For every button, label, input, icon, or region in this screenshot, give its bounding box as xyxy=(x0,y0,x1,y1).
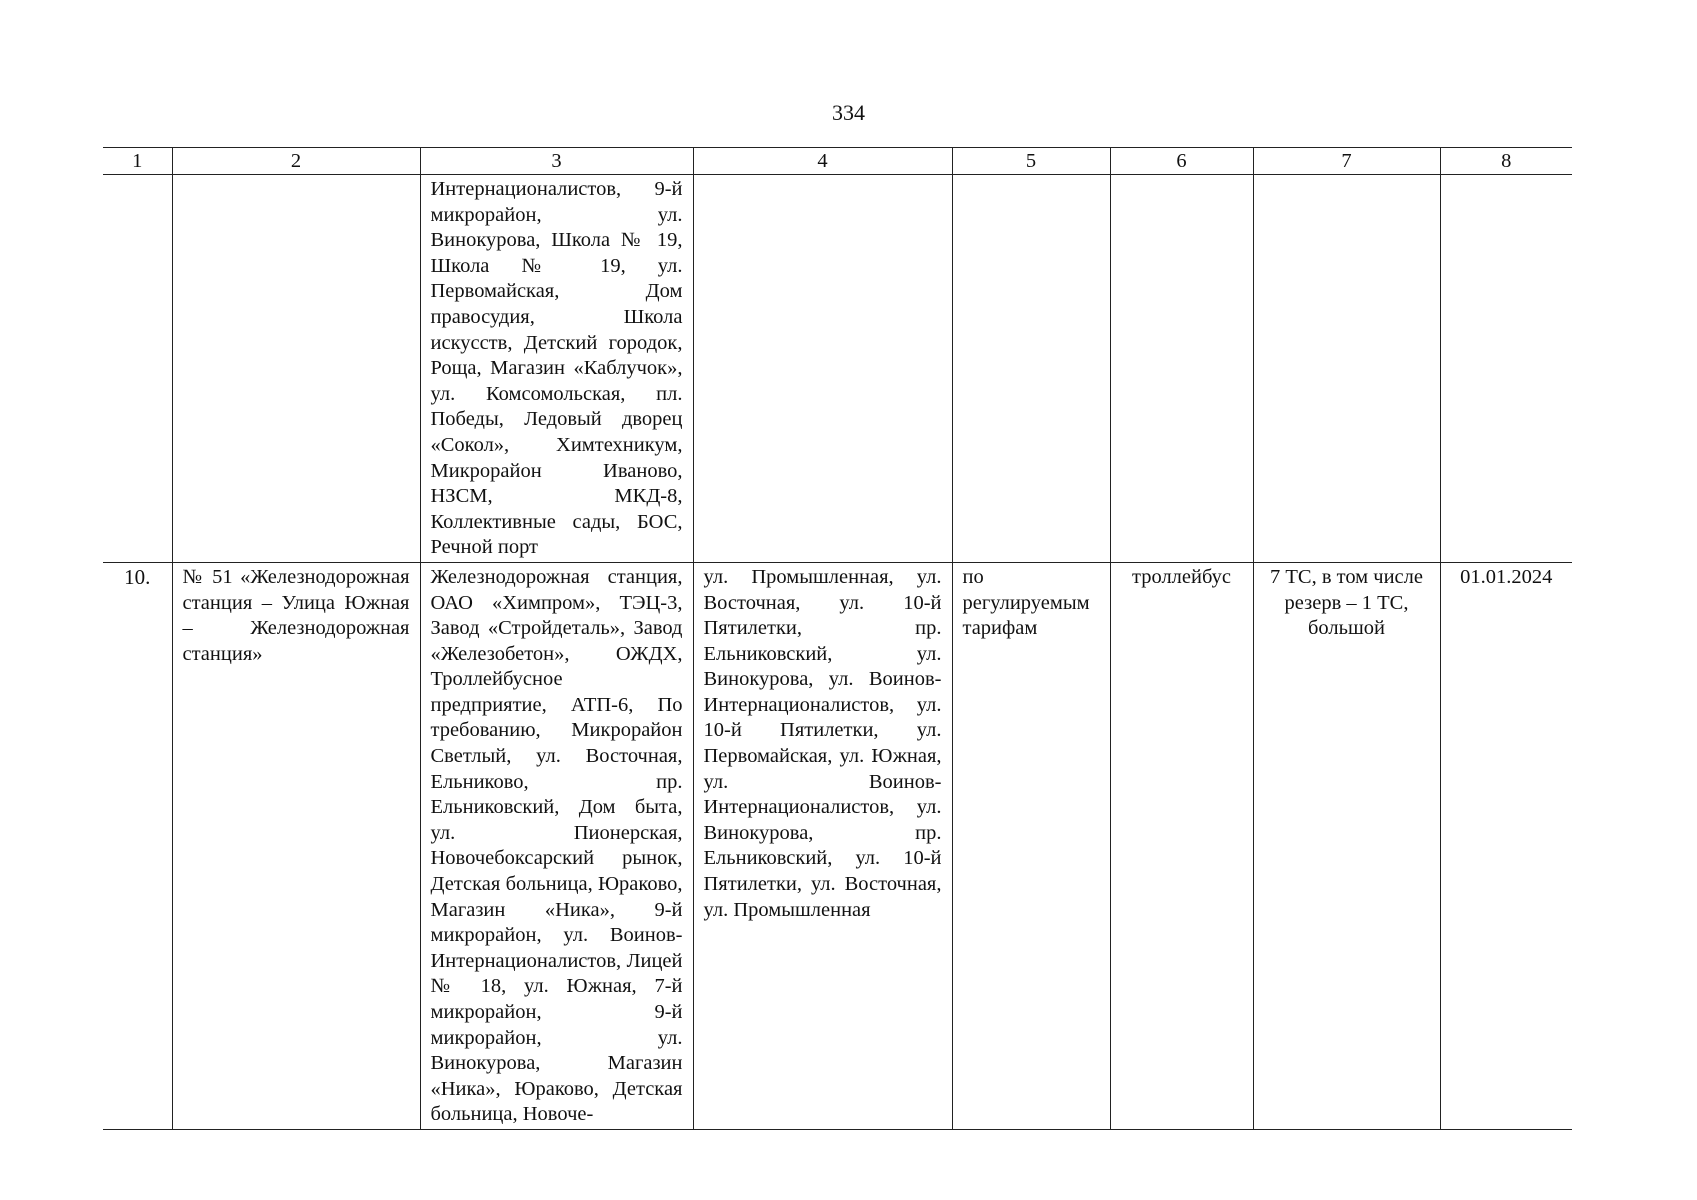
fare-cell xyxy=(952,175,1110,563)
table-row xyxy=(103,562,1572,1129)
route-name-cell xyxy=(172,175,420,563)
column-header-8: 8 xyxy=(1440,148,1572,175)
row-number-cell xyxy=(103,175,172,563)
column-header-4: 4 xyxy=(693,148,952,175)
vehicles-cell xyxy=(1253,175,1440,563)
row-number-cell: 10. xyxy=(103,562,172,1129)
column-header-6: 6 xyxy=(1110,148,1253,175)
vehicle-type-cell: троллейбус xyxy=(1110,562,1253,1129)
column-number-header-row xyxy=(103,148,1572,175)
page-number: 334 xyxy=(832,100,865,125)
stops-cell: Железнодорожная станция, ОАО «Химпром», ТЭЦ-3, Завод «Стройдеталь», Завод «Железобетон», ОЖДХ, Троллейбусное предприятие, АТП-6, По требованию, Микрорайон Светлый, ул. Восточная, Ельниково, пр. Ельниковский, Дом быта, ул. Пионерская, Новочебоксарский рынок, Детская больница, Юраково, Магазин «Ника», 9-й микрорайон, ул. Воинов-Интернационалистов, Лицей № 18, ул. Южная, 7-й микрорайон, 9-й микрорайон, ул. Винокурова, Магазин «Ника», Юраково, Детская больница, Новоче- xyxy=(420,562,693,1129)
stops-cell: Интернационалистов, 9-й микрорайон, ул. Винокурова, Школа № 19, Школа № 19, ул. Первомайская, Дом правосудия, Школа искусств, Детский городок, Роща, Магазин «Каблучок», ул. Комсомольская, пл. Победы, Ледовый дворец «Сокол», Химтехникум, Микрорайон Иваново, НЗСМ, МКД-8, Коллективные сады, БОС, Речной порт xyxy=(420,175,693,563)
column-header-7: 7 xyxy=(1253,148,1440,175)
table-row xyxy=(103,175,1572,563)
vehicles-cell: 7 ТС, в том числе резерв – 1 ТС, большой xyxy=(1253,562,1440,1129)
routes-table xyxy=(103,147,1572,1130)
streets-cell xyxy=(693,175,952,563)
column-header-2: 2 xyxy=(172,148,420,175)
column-header-3: 3 xyxy=(420,148,693,175)
route-name-cell: № 51 «Железнодорожная станция – Улица Южная – Железнодорожная станция» xyxy=(172,562,420,1129)
start-date-cell: 01.01.2024 xyxy=(1440,562,1572,1129)
fare-cell: по регулируемым тарифам xyxy=(952,562,1110,1129)
start-date-cell xyxy=(1440,175,1572,563)
column-header-5: 5 xyxy=(952,148,1110,175)
streets-cell: ул. Промышленная, ул. Восточная, ул. 10-й Пятилетки, пр. Ельниковский, ул. Винокурова, ул. Воинов-Интернационалистов, ул. 10-й Пятилетки, ул. Первомайская, ул. Южная, ул. Воинов-Интернационалистов, ул. Винокурова, пр. Ельниковский, ул. 10-й Пятилетки, ул. Восточная, ул. Промышленная xyxy=(693,562,952,1129)
vehicle-type-cell xyxy=(1110,175,1253,563)
column-header-1: 1 xyxy=(103,148,172,175)
